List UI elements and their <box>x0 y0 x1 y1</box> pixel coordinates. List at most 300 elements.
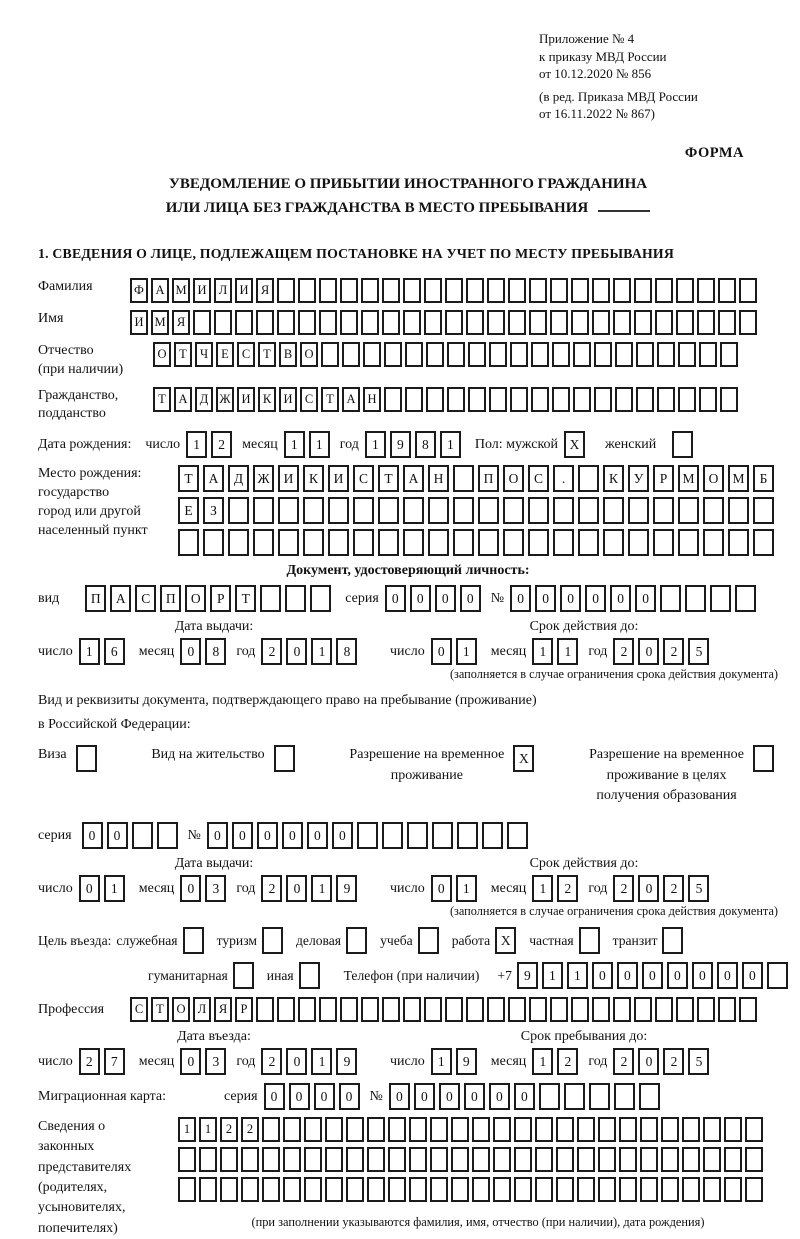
issue2-day-field-cell[interactable]: 1 <box>104 875 125 902</box>
representatives-field-row1-cell[interactable] <box>598 1117 616 1142</box>
citizenship-field-cell[interactable]: А <box>342 387 360 412</box>
issue2-year-field-cell[interactable]: 0 <box>286 875 307 902</box>
resid-number-field-cell[interactable] <box>382 822 403 849</box>
profession-field-cell[interactable] <box>550 997 568 1022</box>
representatives-field-row2-cell[interactable] <box>325 1147 343 1172</box>
birthplace-field-row2-cell[interactable] <box>378 497 399 524</box>
citizenship-field-cell[interactable] <box>573 387 591 412</box>
birthplace-field-row3-cell[interactable] <box>528 529 549 556</box>
birthplace-field-row1-cell[interactable]: М <box>678 465 699 492</box>
representatives-field-row1-cell[interactable] <box>514 1117 532 1142</box>
representatives-field-row2-cell[interactable] <box>220 1147 238 1172</box>
citizenship-field-cell[interactable] <box>678 387 696 412</box>
birthplace-field-row1-cell[interactable]: . <box>553 465 574 492</box>
profession-field-cell[interactable] <box>361 997 379 1022</box>
id-doc-series-field-cell[interactable]: 0 <box>385 585 406 612</box>
birthplace-field-row3-cell[interactable] <box>428 529 449 556</box>
representatives-field-row2-cell[interactable] <box>262 1147 280 1172</box>
migration-series-field-cell[interactable]: 0 <box>289 1083 310 1110</box>
birthplace-field-row1-cell[interactable]: Б <box>753 465 774 492</box>
id-doc-type-field-cell[interactable]: О <box>185 585 206 612</box>
birthplace-field-row1-cell[interactable]: А <box>403 465 424 492</box>
representatives-field-row3-cell[interactable] <box>220 1177 238 1202</box>
representatives-field-row3-cell[interactable] <box>199 1177 217 1202</box>
surname-field-cell[interactable]: Я <box>256 278 274 303</box>
representatives-field-row2-cell[interactable] <box>472 1147 490 1172</box>
firstname-field-cell[interactable] <box>382 310 400 335</box>
firstname-field-cell[interactable] <box>466 310 484 335</box>
birthplace-field-row3-cell[interactable] <box>403 529 424 556</box>
birthplace-field-row3-cell[interactable] <box>578 529 599 556</box>
entry-month-field-cell[interactable]: 3 <box>205 1048 226 1075</box>
representatives-field-row1-cell[interactable]: 1 <box>178 1117 196 1142</box>
firstname-field-cell[interactable] <box>571 310 589 335</box>
surname-field-cell[interactable]: М <box>172 278 190 303</box>
representatives-field-row3-cell[interactable] <box>556 1177 574 1202</box>
id-doc-number-field-cell[interactable] <box>735 585 756 612</box>
surname-field-cell[interactable] <box>634 278 652 303</box>
representatives-field-row3-cell[interactable] <box>535 1177 553 1202</box>
surname-field-cell[interactable] <box>382 278 400 303</box>
birthplace-field-row1-cell[interactable]: У <box>628 465 649 492</box>
patronymic-field-cell[interactable] <box>657 342 675 367</box>
firstname-field-cell[interactable] <box>424 310 442 335</box>
birthplace-field-row1-cell[interactable]: Т <box>378 465 399 492</box>
birthdate-year-field-cell[interactable]: 1 <box>365 431 386 458</box>
id-doc-type-field-cell[interactable] <box>310 585 331 612</box>
purpose-study-checkbox-cell[interactable] <box>418 927 439 954</box>
birthplace-field-row2-cell[interactable] <box>528 497 549 524</box>
birthplace-field-row3-cell[interactable] <box>728 529 749 556</box>
profession-field-cell[interactable] <box>655 997 673 1022</box>
birthplace-field-row2-cell[interactable] <box>703 497 724 524</box>
issue2-valid-year-field-cell[interactable]: 5 <box>688 875 709 902</box>
patronymic-field-cell[interactable] <box>636 342 654 367</box>
birthplace-field-row2-cell[interactable] <box>453 497 474 524</box>
surname-field-cell[interactable] <box>529 278 547 303</box>
id-doc-number-field-cell[interactable]: 0 <box>610 585 631 612</box>
citizenship-field-cell[interactable] <box>636 387 654 412</box>
migration-number-field-cell[interactable] <box>539 1083 560 1110</box>
profession-field-cell[interactable] <box>571 997 589 1022</box>
firstname-field-cell[interactable] <box>403 310 421 335</box>
issue1-valid-day-field-cell[interactable]: 0 <box>431 638 452 665</box>
representatives-field-row1-cell[interactable] <box>262 1117 280 1142</box>
id-doc-type-field-cell[interactable]: А <box>110 585 131 612</box>
representatives-field-row3-cell[interactable] <box>472 1177 490 1202</box>
profession-field-cell[interactable] <box>424 997 442 1022</box>
entry-year-field-cell[interactable]: 2 <box>261 1048 282 1075</box>
representatives-field-row1-cell[interactable] <box>283 1117 301 1142</box>
representatives-field-row2-cell[interactable] <box>598 1147 616 1172</box>
birthplace-field-row3-cell[interactable] <box>753 529 774 556</box>
stay-month-field-cell[interactable]: 2 <box>557 1048 578 1075</box>
birthplace-field-row1-cell[interactable]: О <box>503 465 524 492</box>
phone-field-cell[interactable]: 1 <box>542 962 563 989</box>
representatives-field-row3-cell[interactable] <box>262 1177 280 1202</box>
profession-field-cell[interactable] <box>592 997 610 1022</box>
patronymic-field-cell[interactable]: В <box>279 342 297 367</box>
representatives-field-row2-cell[interactable] <box>514 1147 532 1172</box>
birthplace-field-row1-cell[interactable] <box>578 465 599 492</box>
citizenship-field-cell[interactable]: Т <box>321 387 339 412</box>
birthplace-field-row2-cell[interactable] <box>328 497 349 524</box>
citizenship-field-cell[interactable] <box>594 387 612 412</box>
phone-field-cell[interactable] <box>767 962 788 989</box>
migration-number-field-cell[interactable]: 0 <box>389 1083 410 1110</box>
resid-number-field-cell[interactable]: 0 <box>207 822 228 849</box>
firstname-field-cell[interactable] <box>655 310 673 335</box>
representatives-field-row3-cell[interactable] <box>367 1177 385 1202</box>
surname-field-cell[interactable]: Ф <box>130 278 148 303</box>
representatives-field-row2-cell[interactable] <box>346 1147 364 1172</box>
patronymic-field-cell[interactable] <box>489 342 507 367</box>
surname-field-cell[interactable] <box>277 278 295 303</box>
resid-series-field-cell[interactable]: 0 <box>82 822 103 849</box>
representatives-field-row1-cell[interactable] <box>535 1117 553 1142</box>
entry-day-field-cell[interactable]: 2 <box>79 1048 100 1075</box>
surname-field-cell[interactable] <box>319 278 337 303</box>
birthplace-field-row3-cell[interactable] <box>328 529 349 556</box>
patronymic-field-cell[interactable] <box>321 342 339 367</box>
representatives-field-row1-cell[interactable] <box>325 1117 343 1142</box>
phone-field-cell[interactable]: 0 <box>592 962 613 989</box>
resid-number-field-cell[interactable] <box>407 822 428 849</box>
profession-field-cell[interactable] <box>319 997 337 1022</box>
id-doc-number-field-cell[interactable] <box>685 585 706 612</box>
birthdate-day-field-cell[interactable]: 2 <box>211 431 232 458</box>
issue1-year-field-cell[interactable]: 0 <box>286 638 307 665</box>
birthplace-field-row3-cell[interactable] <box>678 529 699 556</box>
profession-field-cell[interactable] <box>256 997 274 1022</box>
patronymic-field-cell[interactable]: Е <box>216 342 234 367</box>
resid-series-field-cell[interactable] <box>132 822 153 849</box>
id-doc-number-field-cell[interactable] <box>660 585 681 612</box>
migration-number-field-cell[interactable] <box>589 1083 610 1110</box>
birthplace-field-row1-cell[interactable] <box>453 465 474 492</box>
citizenship-field-cell[interactable] <box>699 387 717 412</box>
patronymic-field-cell[interactable]: С <box>237 342 255 367</box>
profession-field-cell[interactable] <box>277 997 295 1022</box>
patronymic-field-cell[interactable] <box>447 342 465 367</box>
issue2-year-field-cell[interactable]: 1 <box>311 875 332 902</box>
purpose-work-checkbox-cell[interactable]: X <box>495 927 516 954</box>
citizenship-field-cell[interactable] <box>468 387 486 412</box>
profession-field-cell[interactable] <box>340 997 358 1022</box>
purpose-other-checkbox-cell[interactable] <box>299 962 320 989</box>
birthplace-field-row1-cell[interactable]: И <box>278 465 299 492</box>
birthplace-field-row1-cell[interactable]: А <box>203 465 224 492</box>
migration-number-field-cell[interactable] <box>614 1083 635 1110</box>
representatives-field-row2-cell[interactable] <box>724 1147 742 1172</box>
resid-number-field-cell[interactable]: 0 <box>232 822 253 849</box>
birthplace-field-row1-cell[interactable]: Ж <box>253 465 274 492</box>
citizenship-field-cell[interactable] <box>720 387 738 412</box>
migration-series-field-cell[interactable]: 0 <box>339 1083 360 1110</box>
representatives-field-row1-cell[interactable] <box>346 1117 364 1142</box>
profession-field-cell[interactable] <box>487 997 505 1022</box>
issue1-day-field-cell[interactable]: 1 <box>79 638 100 665</box>
resid-number-field-cell[interactable] <box>357 822 378 849</box>
surname-field-cell[interactable] <box>424 278 442 303</box>
representatives-field-row3-cell[interactable] <box>178 1177 196 1202</box>
citizenship-field-cell[interactable] <box>615 387 633 412</box>
firstname-field-cell[interactable] <box>319 310 337 335</box>
profession-field-cell[interactable]: Р <box>235 997 253 1022</box>
representatives-field-row2-cell[interactable] <box>451 1147 469 1172</box>
profession-field-cell[interactable] <box>403 997 421 1022</box>
citizenship-field-cell[interactable] <box>489 387 507 412</box>
representatives-field-row3-cell[interactable] <box>577 1177 595 1202</box>
firstname-field-cell[interactable] <box>613 310 631 335</box>
id-doc-series-field-cell[interactable]: 0 <box>435 585 456 612</box>
entry-year-field-cell[interactable]: 9 <box>336 1048 357 1075</box>
id-doc-type-field-cell[interactable]: Т <box>235 585 256 612</box>
birthplace-field-row1-cell[interactable]: С <box>528 465 549 492</box>
id-doc-series-field-cell[interactable]: 0 <box>410 585 431 612</box>
representatives-field-row3-cell[interactable] <box>304 1177 322 1202</box>
representatives-field-row1-cell[interactable] <box>703 1117 721 1142</box>
firstname-field-cell[interactable] <box>718 310 736 335</box>
birthplace-field-row3-cell[interactable] <box>203 529 224 556</box>
issue2-day-field-cell[interactable]: 0 <box>79 875 100 902</box>
stay-year-field-cell[interactable]: 2 <box>663 1048 684 1075</box>
residence-checkbox-cell[interactable] <box>274 745 295 772</box>
surname-field-cell[interactable]: А <box>151 278 169 303</box>
profession-field-cell[interactable] <box>508 997 526 1022</box>
patronymic-field-cell[interactable] <box>363 342 381 367</box>
sex-male-checkbox-cell[interactable]: X <box>564 431 585 458</box>
profession-field-cell[interactable] <box>298 997 316 1022</box>
issue2-valid-day-field-cell[interactable]: 0 <box>431 875 452 902</box>
id-doc-number-field-cell[interactable]: 0 <box>635 585 656 612</box>
firstname-field-cell[interactable] <box>508 310 526 335</box>
birthplace-field-row1-cell[interactable]: О <box>703 465 724 492</box>
issue2-valid-year-field-cell[interactable]: 0 <box>638 875 659 902</box>
representatives-field-row2-cell[interactable] <box>535 1147 553 1172</box>
birthdate-year-field-cell[interactable]: 9 <box>390 431 411 458</box>
representatives-field-row1-cell[interactable] <box>556 1117 574 1142</box>
birthplace-field-row3-cell[interactable] <box>703 529 724 556</box>
representatives-field-row1-cell[interactable] <box>367 1117 385 1142</box>
entry-year-field-cell[interactable]: 1 <box>311 1048 332 1075</box>
surname-field-cell[interactable] <box>550 278 568 303</box>
citizenship-field-cell[interactable]: Т <box>153 387 171 412</box>
resid-number-field-cell[interactable]: 0 <box>257 822 278 849</box>
citizenship-field-cell[interactable]: К <box>258 387 276 412</box>
surname-field-cell[interactable] <box>445 278 463 303</box>
patronymic-field-cell[interactable] <box>552 342 570 367</box>
sex-female-checkbox-cell[interactable] <box>672 431 693 458</box>
issue1-year-field-cell[interactable]: 1 <box>311 638 332 665</box>
representatives-field-row2-cell[interactable] <box>493 1147 511 1172</box>
citizenship-field-cell[interactable]: А <box>174 387 192 412</box>
purpose-transit-checkbox-cell[interactable] <box>662 927 683 954</box>
representatives-field-row2-cell[interactable] <box>304 1147 322 1172</box>
surname-field-cell[interactable] <box>571 278 589 303</box>
representatives-field-row1-cell[interactable] <box>409 1117 427 1142</box>
patronymic-field-cell[interactable] <box>531 342 549 367</box>
surname-field-cell[interactable]: И <box>235 278 253 303</box>
id-doc-number-field-cell[interactable]: 0 <box>560 585 581 612</box>
birthplace-field-row2-cell[interactable]: Е <box>178 497 199 524</box>
birthplace-field-row1-cell[interactable]: К <box>603 465 624 492</box>
id-doc-type-field-cell[interactable]: П <box>160 585 181 612</box>
temp-permit-checkbox-cell[interactable]: X <box>513 745 534 772</box>
birthplace-field-row3-cell[interactable] <box>653 529 674 556</box>
representatives-field-row2-cell[interactable] <box>430 1147 448 1172</box>
representatives-field-row1-cell[interactable] <box>472 1117 490 1142</box>
profession-field-cell[interactable]: Т <box>151 997 169 1022</box>
birthplace-field-row3-cell[interactable] <box>178 529 199 556</box>
resid-number-field-cell[interactable] <box>457 822 478 849</box>
birthplace-field-row2-cell[interactable] <box>228 497 249 524</box>
firstname-field-cell[interactable] <box>676 310 694 335</box>
representatives-field-row2-cell[interactable] <box>577 1147 595 1172</box>
id-doc-type-field-cell[interactable] <box>260 585 281 612</box>
birthplace-field-row2-cell[interactable] <box>728 497 749 524</box>
id-doc-number-field-cell[interactable]: 0 <box>535 585 556 612</box>
birthplace-field-row3-cell[interactable] <box>278 529 299 556</box>
representatives-field-row1-cell[interactable] <box>304 1117 322 1142</box>
firstname-field-cell[interactable] <box>277 310 295 335</box>
surname-field-cell[interactable] <box>361 278 379 303</box>
profession-field-cell[interactable] <box>718 997 736 1022</box>
stay-day-field-cell[interactable]: 9 <box>456 1048 477 1075</box>
issue1-valid-year-field-cell[interactable]: 5 <box>688 638 709 665</box>
birthplace-field-row2-cell[interactable] <box>603 497 624 524</box>
profession-field-cell[interactable] <box>634 997 652 1022</box>
birthplace-field-row2-cell[interactable] <box>653 497 674 524</box>
purpose-private-checkbox-cell[interactable] <box>579 927 600 954</box>
birthplace-field-row2-cell[interactable] <box>578 497 599 524</box>
stay-year-field-cell[interactable]: 0 <box>638 1048 659 1075</box>
citizenship-field-cell[interactable] <box>447 387 465 412</box>
patronymic-field-cell[interactable] <box>384 342 402 367</box>
birthdate-month-field-cell[interactable]: 1 <box>309 431 330 458</box>
purpose-official-checkbox-cell[interactable] <box>183 927 204 954</box>
firstname-field-cell[interactable] <box>550 310 568 335</box>
migration-number-field-cell[interactable]: 0 <box>489 1083 510 1110</box>
id-doc-type-field-cell[interactable]: П <box>85 585 106 612</box>
representatives-field-row1-cell[interactable] <box>661 1117 679 1142</box>
birthdate-month-field-cell[interactable]: 1 <box>284 431 305 458</box>
birthplace-field-row1-cell[interactable]: С <box>353 465 374 492</box>
profession-field-cell[interactable]: Я <box>214 997 232 1022</box>
issue2-month-field-cell[interactable]: 3 <box>205 875 226 902</box>
representatives-field-row2-cell[interactable] <box>409 1147 427 1172</box>
birthplace-field-row2-cell[interactable] <box>553 497 574 524</box>
birthplace-field-row3-cell[interactable] <box>303 529 324 556</box>
issue2-valid-day-field-cell[interactable]: 1 <box>456 875 477 902</box>
citizenship-field-cell[interactable]: И <box>279 387 297 412</box>
birthplace-field-row1-cell[interactable]: Т <box>178 465 199 492</box>
representatives-field-row1-cell[interactable] <box>682 1117 700 1142</box>
representatives-field-row3-cell[interactable] <box>451 1177 469 1202</box>
representatives-field-row2-cell[interactable] <box>241 1147 259 1172</box>
profession-field-cell[interactable] <box>739 997 757 1022</box>
profession-field-cell[interactable] <box>529 997 547 1022</box>
resid-series-field-cell[interactable] <box>157 822 178 849</box>
migration-number-field-cell[interactable] <box>639 1083 660 1110</box>
profession-field-cell[interactable] <box>613 997 631 1022</box>
patronymic-field-cell[interactable] <box>678 342 696 367</box>
migration-series-field-cell[interactable]: 0 <box>314 1083 335 1110</box>
issue1-valid-year-field-cell[interactable]: 2 <box>663 638 684 665</box>
issue1-month-field-cell[interactable]: 8 <box>205 638 226 665</box>
stay-year-field-cell[interactable]: 5 <box>688 1048 709 1075</box>
firstname-field-cell[interactable] <box>592 310 610 335</box>
firstname-field-cell[interactable] <box>298 310 316 335</box>
representatives-field-row2-cell[interactable] <box>619 1147 637 1172</box>
patronymic-field-cell[interactable] <box>342 342 360 367</box>
birthdate-year-field-cell[interactable]: 8 <box>415 431 436 458</box>
representatives-field-row2-cell[interactable] <box>703 1147 721 1172</box>
representatives-field-row1-cell[interactable] <box>640 1117 658 1142</box>
visa-checkbox-cell[interactable] <box>76 745 97 772</box>
purpose-humanitarian-checkbox-cell[interactable] <box>233 962 254 989</box>
surname-field-cell[interactable] <box>487 278 505 303</box>
birthplace-field-row3-cell[interactable] <box>353 529 374 556</box>
birthplace-field-row2-cell[interactable] <box>403 497 424 524</box>
representatives-field-row1-cell[interactable] <box>577 1117 595 1142</box>
id-doc-type-field-cell[interactable]: С <box>135 585 156 612</box>
firstname-field-cell[interactable] <box>361 310 379 335</box>
profession-field-cell[interactable] <box>445 997 463 1022</box>
surname-field-cell[interactable] <box>676 278 694 303</box>
surname-field-cell[interactable]: Л <box>214 278 232 303</box>
phone-field-cell[interactable]: 1 <box>567 962 588 989</box>
birthplace-field-row3-cell[interactable] <box>603 529 624 556</box>
resid-number-field-cell[interactable]: 0 <box>307 822 328 849</box>
birthplace-field-row2-cell[interactable] <box>478 497 499 524</box>
representatives-field-row3-cell[interactable] <box>325 1177 343 1202</box>
firstname-field-cell[interactable] <box>214 310 232 335</box>
profession-field-cell[interactable] <box>466 997 484 1022</box>
firstname-field-cell[interactable] <box>193 310 211 335</box>
issue1-valid-year-field-cell[interactable]: 2 <box>613 638 634 665</box>
patronymic-field-cell[interactable] <box>573 342 591 367</box>
birthplace-field-row1-cell[interactable]: Д <box>228 465 249 492</box>
resid-number-field-cell[interactable] <box>432 822 453 849</box>
issue2-month-field-cell[interactable]: 0 <box>180 875 201 902</box>
birthplace-field-row3-cell[interactable] <box>228 529 249 556</box>
birthplace-field-row2-cell[interactable] <box>428 497 449 524</box>
patronymic-field-cell[interactable] <box>615 342 633 367</box>
representatives-field-row1-cell[interactable] <box>619 1117 637 1142</box>
patronymic-field-cell[interactable] <box>510 342 528 367</box>
citizenship-field-cell[interactable] <box>531 387 549 412</box>
representatives-field-row2-cell[interactable] <box>640 1147 658 1172</box>
representatives-field-row3-cell[interactable] <box>640 1177 658 1202</box>
resid-number-field-cell[interactable]: 0 <box>332 822 353 849</box>
phone-field-cell[interactable]: 0 <box>667 962 688 989</box>
citizenship-field-cell[interactable] <box>552 387 570 412</box>
resid-series-field-cell[interactable]: 0 <box>107 822 128 849</box>
patronymic-field-cell[interactable] <box>405 342 423 367</box>
representatives-field-row1-cell[interactable] <box>493 1117 511 1142</box>
firstname-field-cell[interactable] <box>340 310 358 335</box>
id-doc-type-field-cell[interactable]: Р <box>210 585 231 612</box>
surname-field-cell[interactable] <box>592 278 610 303</box>
representatives-field-row3-cell[interactable] <box>514 1177 532 1202</box>
phone-field-cell[interactable]: 0 <box>717 962 738 989</box>
surname-field-cell[interactable] <box>739 278 757 303</box>
birthplace-field-row3-cell[interactable] <box>553 529 574 556</box>
issue1-year-field-cell[interactable]: 2 <box>261 638 282 665</box>
phone-field-cell[interactable]: 0 <box>642 962 663 989</box>
profession-field-cell[interactable] <box>697 997 715 1022</box>
